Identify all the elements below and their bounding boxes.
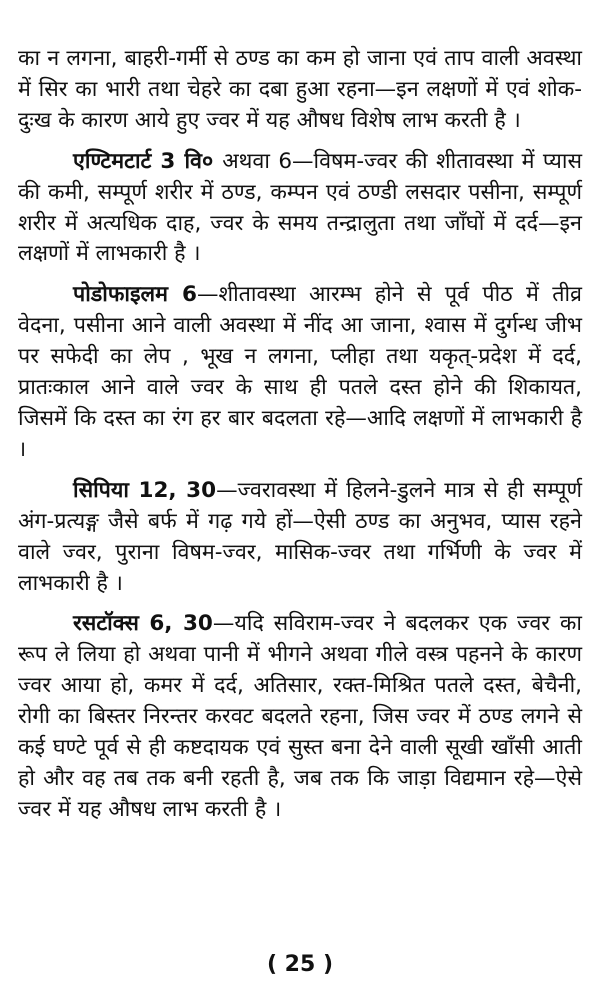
remedy-name: सिपिया 12, 30: [73, 477, 217, 503]
paragraph-text: —ज्वरावस्था में हिलने-डुलने मात्र से ही सम्पूर्ण अंग-प्रत्यङ्ग जैसे बर्फ में गढ़ गये हों—ऐसी ठण्ड का अनुभव, प्यास रहने वाले ज्वर, पुराना विषम-ज्वर, मासिक-ज्वर तथा गर्भिणी के ज्वर में लाभकारी है ।: [18, 477, 582, 596]
paragraph-antim-tart: [18, 147, 582, 271]
paragraph-continuation: [18, 44, 582, 137]
paragraph-text: का न लगना, बाहरी-गर्मी से ठण्ड का कम हो जाना एवं ताप वाली अवस्था में सिर का भारी तथा चेहरे का दबा हुआ रहना—इन लक्षणों में एवं शोक-दुःख के कारण आये हुए ज्वर में यह औषध विशेष लाभ करती है ।: [18, 46, 582, 133]
remedy-name: पोडोफाइलम 6: [73, 282, 197, 308]
paragraph-text: —शीतावस्था आरम्भ होने से पूर्व पीठ में तीव्र वेदना, पसीना आने वाली अवस्था में नींद आ जाना, श्वास में दुर्गन्ध जीभ पर सफेदी का लेप , भूख न लगना, प्लीहा तथा यकृत्-प्रदेश में दर्द, प्रातःकाल आने वाले ज्वर के साथ ही पतले दस्त होने की शिकायत, जिसमें कि दस्त का रंग हर बार बदलता रहे—आदि लक्षणों में लाभकारी है ।: [18, 282, 582, 462]
paragraph-sepia: [18, 476, 582, 600]
paragraph-text: —यदि सविराम-ज्वर ने बदलकर एक ज्वर का रूप ले लिया हो अथवा पानी में भीगने अथवा गीले वस्त्र पहनने के कारण ज्वर आया हो, कमर में दर्द, अतिसार, रक्त-मिश्रित पतले दस्त, बेचैनी, रोगी का बिस्तर निरन्तर करवट बदलते रहना, जिस ज्वर में ठण्ड लगने से कई घण्टे पूर्व से ही कष्टदायक एवं सुस्त बना देने वाली सूखी खाँसी आती हो और वह तब तक बनी रहती है, जब तक कि जाड़ा विद्यमान रहे—ऐसे ज्वर में यह औषध लाभ करती है ।: [18, 611, 583, 822]
remedy-name: एण्टिमटार्ट 3 वि०: [73, 148, 223, 174]
paragraph-rhus-tox: [18, 609, 582, 825]
page-number: ( 25 ): [266, 952, 334, 977]
remedy-name: रसटॉक्स 6, 30: [73, 611, 213, 637]
paragraph-text: अथवा 6—विषम-ज्वर की शीतावस्था में प्यास की कमी, सम्पूर्ण शरीर में ठण्ड, कम्पन एवं ठण्डी लसदार पसीना, सम्पूर्ण शरीर में अत्यधिक दाह, ज्वर के समय तन्द्रालुता तथा जाँघों में दर्द—इन लक्षणों में लाभकारी है ।: [18, 148, 582, 267]
paragraph-podophyllum: [18, 280, 582, 465]
